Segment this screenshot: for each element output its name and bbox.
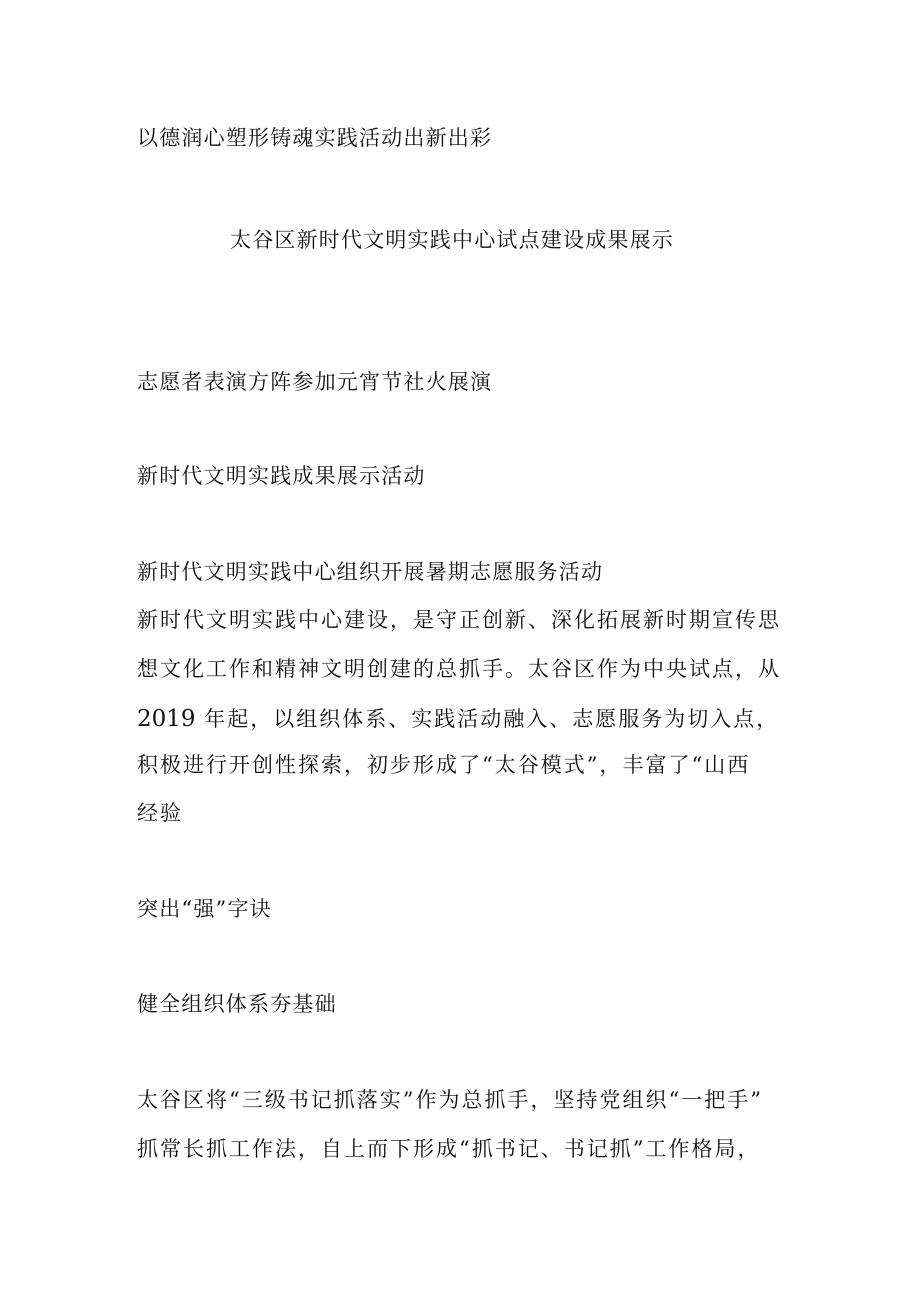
body-text-line: 新时代文明实践中心建设，是守正创新、深化拓展新时期宣传思 [137, 608, 781, 632]
body-text-line: 太谷区将“三级书记抓落实”作为总抓手，坚持党组织“一把手” [137, 1088, 763, 1112]
photo-caption: 新时代文明实践成果展示活动 [137, 464, 426, 488]
body-text-fragment: 年起，以组织体系、实践活动融入、志愿服务为切入点， [204, 707, 780, 731]
body-text-line: 想文化工作和精神文明创建的总抓手。太谷区作为中央试点，从 [137, 657, 781, 681]
body-text-line: 经验 [137, 801, 183, 825]
section-heading: 突出“强”字诀 [137, 897, 272, 921]
year-number: 2019 [137, 706, 196, 732]
photo-caption: 新时代文明实践中心组织开展暑期志愿服务活动 [137, 560, 604, 584]
photo-caption: 志愿者表演方阵参加元宵节社火展演 [137, 370, 493, 394]
body-text-line: 积极进行开创性探索，初步形成了“太谷模式”，丰富了“山西 [137, 753, 751, 777]
document-title: 以德润心塑形铸魂实践活动出新出彩 [137, 126, 493, 150]
body-text-line: 抓常长抓工作法，自上而下形成“抓书记、书记抓”工作格局， [137, 1137, 761, 1161]
body-text-line [137, 705, 779, 733]
sub-heading: 健全组织体系夯基础 [137, 992, 337, 1016]
document-subtitle: 太谷区新时代文明实践中心试点建设成果展示 [230, 228, 674, 252]
